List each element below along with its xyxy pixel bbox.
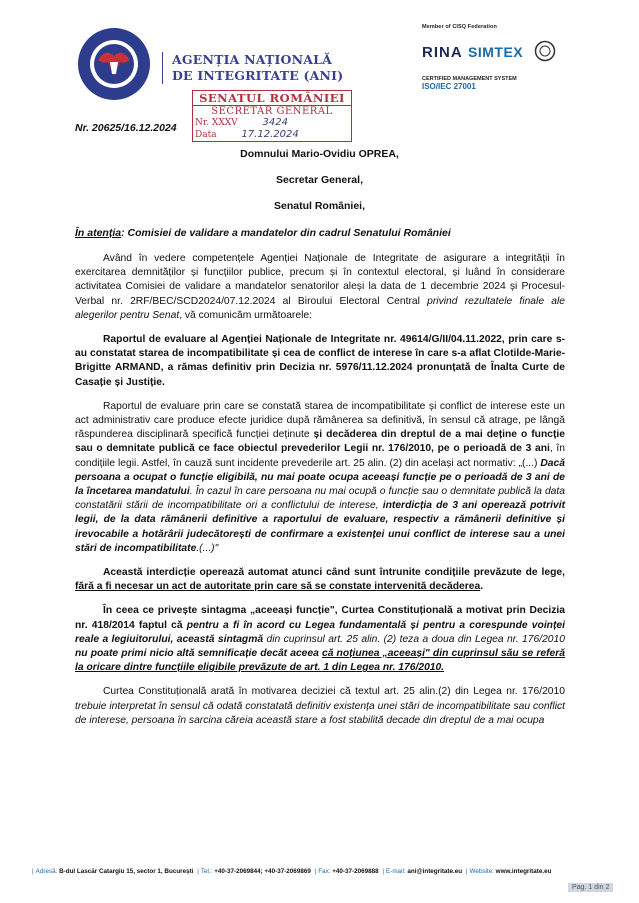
footer-email-link[interactable]: ani@integritate.eu bbox=[407, 868, 463, 875]
stamp-date-handwritten: 17.12.2024 bbox=[241, 129, 299, 140]
page-footer: | Adresă: B-dul Lascăr Catargiu 15, sector 1, București | Tel.: +40-37-2069844; +40-37-2069869 | Fax: +40-37-2069888 | E-mail: ani@integritate.eu | Website: www.integritate.eu bbox=[32, 868, 552, 875]
footer-tel: +40-37-2069844; +40-37-2069869 bbox=[214, 868, 311, 875]
paragraph-5-d: nu poate primi nicio altă semnificație decât aceea bbox=[75, 648, 322, 660]
paragraph-6-b: trebuie interpretat în sensul că odată constatată definitiv existența unei stări de incompatibilitate sau conflict de interese, persoana în sarcina căreia această stare a fost stabilită decade din dreptul de a mai ocupa bbox=[75, 700, 565, 726]
paragraph-3-a: Raportul de evaluare prin care se constată starea de incompatibilitate și conflict de interese este un act administrativ care produce efecte juridice după rămânerea sa definitivă, în sensul că atrage, pe lângă răspunderea disciplinară specifică funcției deținute bbox=[75, 400, 565, 441]
cisq-member-text: Member of CISQ Federation bbox=[422, 24, 497, 30]
paragraph-4-b: fără a fi necesar un act de autoritate prin care să se constate intervenită decăderea bbox=[75, 581, 481, 593]
paragraph-4 bbox=[75, 566, 565, 594]
addressee-institution: Senatul României, bbox=[273, 200, 366, 212]
registry-stamp bbox=[192, 90, 352, 146]
iso-standard-text: ISO/IEC 27001 bbox=[422, 82, 476, 91]
footer-address-label: Adresă: bbox=[35, 868, 58, 875]
stamp-institution: SENATUL ROMÂNIEI bbox=[192, 90, 352, 106]
footer-address: B-dul Lascăr Catargiu 15, sector 1, București bbox=[59, 868, 194, 875]
stamp-number-row bbox=[192, 117, 352, 129]
certification-seal-icon bbox=[534, 40, 556, 62]
footer-fax: +40-37-2069888 bbox=[332, 868, 379, 875]
agency-name bbox=[162, 52, 343, 84]
paragraph-3-g: .(...)" bbox=[196, 542, 219, 554]
paragraph-6 bbox=[75, 685, 565, 728]
agency-line1: AGENȚIA NAȚIONALĂ bbox=[172, 52, 333, 67]
paragraph-1-text: Având în vedere competențele Agenției Naționale de Integritate de asigurare a integrității în exercitarea demnităților și funcțiilor publice, precum și în contextul electoral, și luând în considerare activitatea Comisiei de validare a mandatelor senatorilor aleși la data de 1 decembrie 2024 și Procesul-Verbal nr. 2RF/BEC/SCD2024/07.12.2024 al Biroului Electoral Central bbox=[75, 253, 565, 307]
attention-label: În atenția bbox=[75, 227, 122, 239]
certification-block bbox=[422, 24, 552, 91]
stamp-number-handwritten: 3424 bbox=[262, 117, 288, 128]
simtex-logo: SIMTEX bbox=[468, 44, 524, 60]
document-number: Nr. 20625/16.12.2024 bbox=[75, 122, 177, 134]
paragraph-3-b: și decăderea din dreptul de a mai deține o funcție sau o demnitate publică ce face obiectul prevederilor Legii nr. 176/2010, pe o perioadă de 3 ani bbox=[75, 429, 565, 455]
paragraph-5-e: că noțiunea „aceeași" din cuprinsul său se referă la oricare dintre funcțiile eligibile prevăzute de art. 1 din Legea nr. 176/2010. bbox=[75, 648, 565, 674]
paragraph-3 bbox=[75, 400, 565, 556]
paragraph-2: Raportul de evaluare al Agenției Naționale de Integritate nr. 49614/G/II/04.11.2022, prin care s-au constatat starea de incompatibilitate și cea de conflict de interese în care s-a aflat Clotilde-Marie-Brigitte ARMAND, a rămas definitiv prin Decizia nr. 5976/11.12.2024 pronunțată de Înalta Curte de Casație și Justiție. bbox=[75, 334, 565, 388]
paragraph-5-b: pentru a fi în acord cu Legea fundamentală și pentru a corespunde voinței reale a legiuitorului, această sintagmă bbox=[75, 619, 565, 645]
paragraph-1 bbox=[75, 252, 565, 323]
paragraph-3-c: , în condițiile legii. Astfel, în cauză sunt incidente prevederile art. 25 alin. (2) din același act normativ: „(...) bbox=[75, 443, 566, 469]
addressee-role: Secretar General, bbox=[276, 174, 363, 186]
paragraph-3-f: interdicția de 3 ani operează potrivit legii, de la data rămânerii definitive a raportului de evaluare, respectiv a rămânerii definitive și irevocabile a hotărârii judecătorești de confirmare a existenței unui conflict de interese sau a unei stări de incompatibilitate bbox=[75, 500, 565, 554]
ani-crest-icon bbox=[76, 26, 152, 102]
paragraph-3-e: . În cazul în care persoana nu mai ocupă o funcție sau o demnitate publică la data constatării stării de incompatibilitate ori a conflictului de interese, bbox=[75, 486, 566, 512]
footer-web-label: Website: bbox=[469, 868, 494, 875]
attention-text: : Comisiei de validare a mandatelor din cadrul Senatului României bbox=[121, 227, 451, 239]
addressee-name: Domnului Mario-Ovidiu OPREA, bbox=[240, 148, 399, 160]
paragraph-4-c: . bbox=[480, 581, 484, 593]
stamp-department: SECRETAR GENERAL bbox=[192, 106, 352, 117]
stamp-number-label: Nr. XXXV bbox=[195, 118, 238, 128]
paragraph-1-end: , vă comunicăm următoarele: bbox=[179, 309, 312, 321]
paragraph-1-italic: privind rezultatele finale ale alegerilor pentru Senat bbox=[75, 295, 565, 321]
paragraph-5-c: din cuprinsul art. 25 alin. (2) teza a doua din Legea nr. 176/2010 bbox=[263, 633, 565, 645]
footer-tel-label: Tel.: bbox=[200, 868, 213, 875]
letter-body bbox=[75, 252, 565, 735]
footer-fax-label: Fax: bbox=[318, 868, 331, 875]
paragraph-6-a: Curtea Constituțională arată în motivarea deciziei că textul art. 25 alin.(2) din Legea nr. 176/2010 bbox=[103, 686, 565, 698]
page-number: Pag. 1 din 2 bbox=[568, 883, 613, 892]
paragraph-4-a: Această interdicție operează automat atunci când sunt întrunite condițiile prevăzute de lege, bbox=[103, 567, 565, 579]
paragraph-5-a: În ceea ce privește sintagma „aceeași funcție", Curtea Constituțională a motivat prin Decizia nr. 418/2014 faptul că bbox=[75, 605, 565, 631]
footer-website-link[interactable]: www.integritate.eu bbox=[495, 868, 552, 875]
certified-management-system-text: CERTIFIED MANAGEMENT SYSTEM bbox=[422, 76, 517, 82]
stamp-date-row bbox=[192, 129, 352, 142]
rina-logo: RINA bbox=[422, 44, 463, 61]
footer-email-label: E-mail: bbox=[386, 868, 406, 875]
paragraph-5 bbox=[75, 604, 565, 675]
stamp-date-label: Data bbox=[195, 130, 217, 140]
paragraph-3-d: Dacă persoana a ocupat o funcție eligibilă, nu mai poate ocupa aceeași funcție pe o perioadă de 3 ani de la încetarea mandatului bbox=[75, 457, 565, 498]
certification-logos bbox=[422, 34, 552, 78]
agency-line2: DE INTEGRITATE (ANI) bbox=[172, 68, 344, 83]
attention-line bbox=[75, 227, 451, 239]
